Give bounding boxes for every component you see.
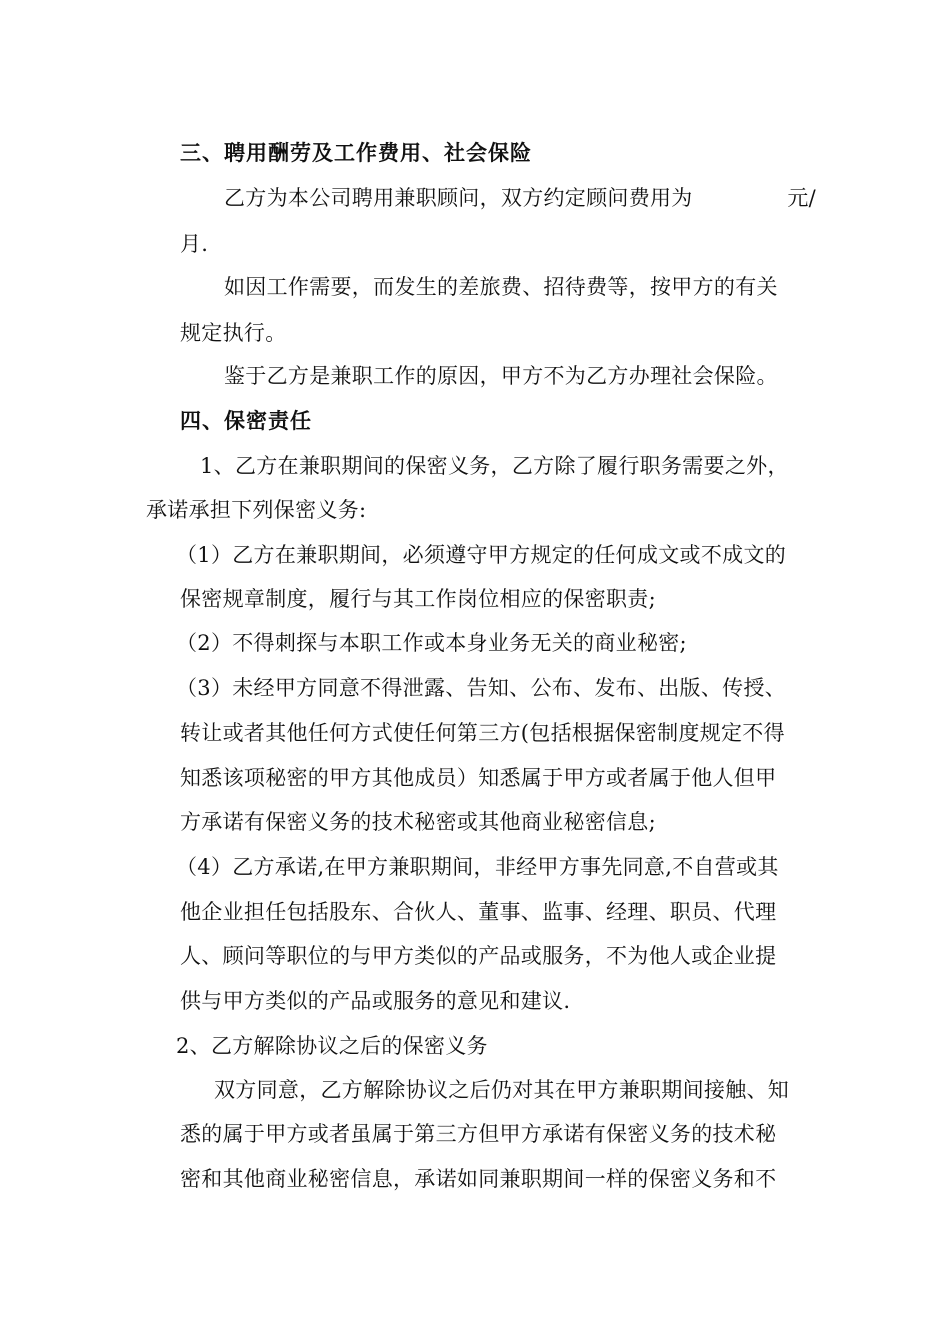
fee-text: 乙方为本公司聘用兼职顾问，双方约定顾问费用为 [224,186,693,210]
sub-item-4-line-1: （4）乙方承诺,在甲方兼职期间，非经甲方事先同意,不自营或其 [176,855,779,879]
section-3-paragraph-1-line-2: 月. [180,232,209,256]
section-3-heading: 三、聘用酬劳及工作费用、社会保险 [180,140,532,165]
sub-item-2-line-1: （2）不得刺探与本职工作或本身业务无关的商业秘密; [176,631,687,655]
section-3-paragraph-1-line-1 [224,183,816,213]
fee-unit-text: 元/ [787,186,816,210]
item-1-line-2: 承诺承担下列保密义务: [146,498,367,522]
section-4-heading: 四、保密责任 [180,408,312,433]
sub-item-1-line-2: 保密规章制度，履行与其工作岗位相应的保密职责; [180,587,656,611]
sub-item-4-line-2: 他企业担任包括股东、合伙人、董事、监事、经理、职员、代理 [180,900,777,924]
sub-item-4-line-3: 人、顾问等职位的与甲方类似的产品或服务，不为他人或企业提 [180,944,777,968]
sub-item-4-line-4: 供与甲方类似的产品或服务的意见和建议. [180,989,571,1013]
item-2-paragraph-line-2: 悉的属于甲方或者虽属于第三方但甲方承诺有保密义务的技术秘 [180,1122,777,1146]
sub-item-3-line-4: 方承诺有保密义务的技术秘密或其他商业秘密信息; [180,810,656,834]
item-1-line-1: 1、乙方在兼职期间的保密义务，乙方除了履行职务需要之外， [200,454,789,478]
item-2-paragraph-line-3: 密和其他商业秘密信息，承诺如同兼职期间一样的保密义务和不 [180,1167,777,1191]
item-2-paragraph-line-1: 双方同意，乙方解除协议之后仍对其在甲方兼职期间接触、知 [214,1078,790,1102]
sub-item-3-line-1: （3）未经甲方同意不得泄露、告知、公布、发布、出版、传授、 [176,676,787,700]
section-3-paragraph-2-line-2: 规定执行。 [180,321,287,345]
section-3-paragraph-2-line-1: 如因工作需要，而发生的差旅费、招待费等，按甲方的有关 [224,275,778,299]
sub-item-3-line-2: 转让或者其他任何方式使任何第三方(包括根据保密制度规定不得 [180,721,785,745]
section-3-paragraph-3: 鉴于乙方是兼职工作的原因，甲方不为乙方办理社会保险。 [224,364,778,388]
sub-item-1-line-1: （1）乙方在兼职期间，必须遵守甲方规定的任何成文或不成文的 [176,543,787,567]
sub-item-3-line-3: 知悉该项秘密的甲方其他成员）知悉属于甲方或者属于他人但甲 [180,766,777,790]
item-2-heading: 2、乙方解除协议之后的保密义务 [176,1034,488,1058]
